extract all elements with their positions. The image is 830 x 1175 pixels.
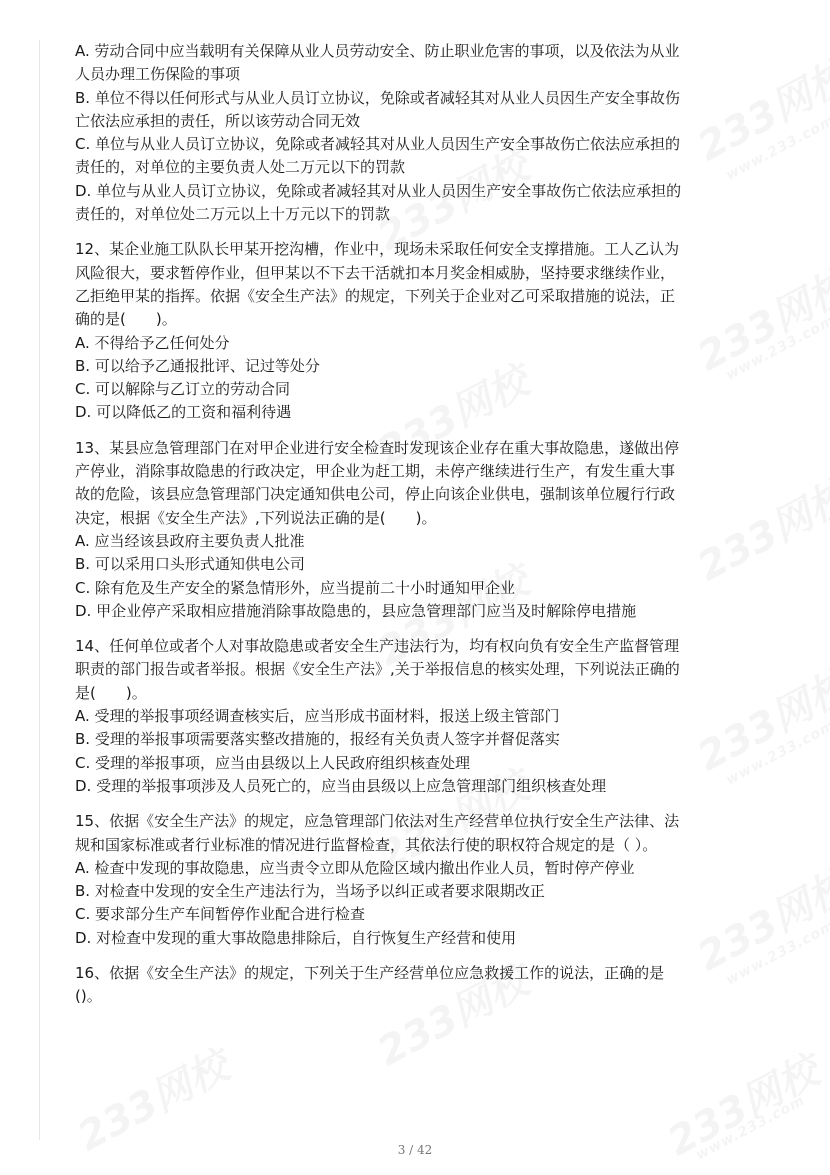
question-stem-line: 16、依据《安全生产法》的规定，下列关于生产经营单位应急救援工作的说法，正确的是 [75, 963, 665, 982]
question-gap [75, 798, 795, 810]
answer-option [75, 577, 795, 600]
answer-option-line: A. 劳动合同中应当载明有关保障从业人员劳动安全、防止职业危害的事项，以及依法为从业 [75, 42, 680, 60]
answer-option-line: A. 检查中发现的事故隐患，应当责令立即从危险区域内撤出作业人员，暂时停产停业 [75, 858, 635, 877]
answer-option [75, 775, 795, 798]
question-stem-line: 15、依据《安全生产法》的规定，应急管理部门依法对生产经营单位执行安全生产法律、法 [75, 812, 680, 831]
question-stem-line: ()。 [75, 987, 102, 1006]
answer-option-line: D. 受理的举报事项涉及人员死亡的，应当由县级以上应急管理部门组织核查处理 [75, 776, 607, 795]
answer-option [75, 728, 795, 751]
answer-option [75, 857, 795, 880]
answer-option [75, 133, 795, 180]
answer-option-line: B. 受理的举报事项需要落实整改措施的，报经有关负责人签字并督促落实 [75, 730, 560, 749]
answer-option [75, 880, 795, 903]
answer-option-line: 亡依法应承担的责任，所以该劳动合同无效 [75, 111, 361, 130]
answer-option [75, 40, 795, 87]
question-gap [75, 950, 795, 962]
answer-option-line: C. 受理的举报事项，应当由县级以上人民政府组织核查处理 [75, 753, 471, 772]
answer-option-line: D. 对检查中发现的重大事故隐患排除后，自行恢复生产经营和使用 [75, 928, 517, 947]
answer-option [75, 927, 795, 950]
question-block [75, 810, 795, 950]
question-stem-line: 12、某企业施工队队长甲某开挖沟槽，作业中，现场未采取任何安全支撑措施。工人乙认为 [75, 240, 680, 259]
question-stem-line: 是( )。 [75, 683, 147, 702]
answer-option-line: D. 甲企业停产采取相应措施消除事故隐患的，县应急管理部门应当及时解除停电措施 [75, 601, 637, 620]
answer-option-line: A. 受理的举报事项经调查核实后，应当形成书面材料，报送上级主管部门 [75, 707, 560, 726]
question-stem-line: 规和国家标准或者行业标准的情况进行监督检查，其依法行使的职权符合规定的是（ ）。 [75, 835, 658, 854]
answer-option-line: B. 可以给予乙通报批评、记过等处分 [75, 356, 320, 375]
answer-option-line: 责任的，对单位处二万元以上十万元以下的罚款 [75, 205, 391, 224]
answer-option [75, 752, 795, 775]
question-block [75, 238, 795, 424]
answer-option [75, 87, 795, 134]
question-gap [75, 623, 795, 635]
question-stem-line: 确的是( )。 [75, 310, 177, 329]
answer-option [75, 530, 795, 553]
answer-option-line: B. 可以采用口头形式通知供电公司 [75, 555, 305, 574]
answer-option [75, 705, 795, 728]
question-stem-line: 乙拒绝甲某的指挥。依据《安全生产法》的规定，下列关于企业对乙可采取措施的说法，正 [75, 286, 676, 305]
answer-option [75, 553, 795, 576]
answer-option [75, 332, 795, 355]
question-stem-line: 决定，根据《安全生产法》,下列说法正确的是( )。 [75, 508, 437, 527]
answer-option [75, 903, 795, 926]
answer-option [75, 600, 795, 623]
question-block [75, 40, 795, 226]
answer-option-line: 责任的，对单位的主要负责人处二万元以下的罚款 [75, 158, 406, 177]
question-stem-line: 风险很大，要求暂停作业，但甲某以不下去干活就扣本月奖金相威胁，坚持要求继续作业， [75, 263, 676, 282]
question-block [75, 437, 795, 623]
answer-option-line: A. 应当经该县政府主要负责人批准 [75, 531, 305, 550]
answer-option-line: B. 对检查中发现的安全生产违法行为，当场予以纠正或者要求限期改正 [75, 882, 545, 901]
answer-option-line: C. 单位与从业人员订立协议，免除或者减轻其对从业人员因生产安全事故伤亡依法应承担的 [75, 135, 681, 154]
answer-option-line: C. 除有危及生产安全的紧急情形外，应当提前二十小时通知甲企业 [75, 578, 516, 597]
answer-option-line: B. 单位不得以任何形式与从业人员订立协议，免除或者减轻其对从业人员因生产安全事故伤 [75, 88, 680, 107]
question-stem-line: 14、任何单位或者个人对事故隐患或者安全生产违法行为，均有权向负有安全生产监督管理 [75, 637, 680, 656]
answer-option [75, 378, 795, 401]
answer-option-line: A. 不得给予乙任何处分 [75, 333, 230, 352]
question-stem-line: 13、某县应急管理部门在对甲企业进行安全检查时发现该企业存在重大事故隐患，遂做出停 [75, 438, 680, 457]
question-stem-line: 职责的部门报告或者举报。根据《安全生产法》,关于举报信息的核实处理，下列说法正确的 [75, 660, 680, 679]
answer-option-line: C. 可以解除与乙订立的劳动合同 [75, 380, 291, 399]
answer-option [75, 180, 795, 227]
answer-option-line: D. 单位与从业人员订立协议，免除或者减轻其对从业人员因生产安全事故伤亡依法应承担的 [75, 181, 682, 200]
question-stem-line: 故的危险，该县应急管理部门决定通知供电公司，停止向该企业供电，强制该单位履行行政 [75, 485, 676, 504]
question-block [75, 635, 795, 798]
page-number: 3 / 42 [397, 1143, 433, 1157]
question-gap [75, 226, 795, 238]
exam-content [75, 40, 795, 1009]
answer-option [75, 401, 795, 424]
answer-option-line: D. 可以降低乙的工资和福利待遇 [75, 403, 292, 422]
question-block [75, 962, 795, 1009]
answer-option-line: 人员办理工伤保险的事项 [75, 65, 241, 84]
question-stem-line: 产停业，消除事故隐患的行政决定，甲企业为赶工期，未停产继续进行生产，有发生重大事 [75, 462, 676, 481]
page-left-edge [39, 40, 40, 1140]
answer-option-line: C. 要求部分生产车间暂停作业配合进行检查 [75, 905, 366, 924]
question-gap [75, 425, 795, 437]
answer-option [75, 355, 795, 378]
